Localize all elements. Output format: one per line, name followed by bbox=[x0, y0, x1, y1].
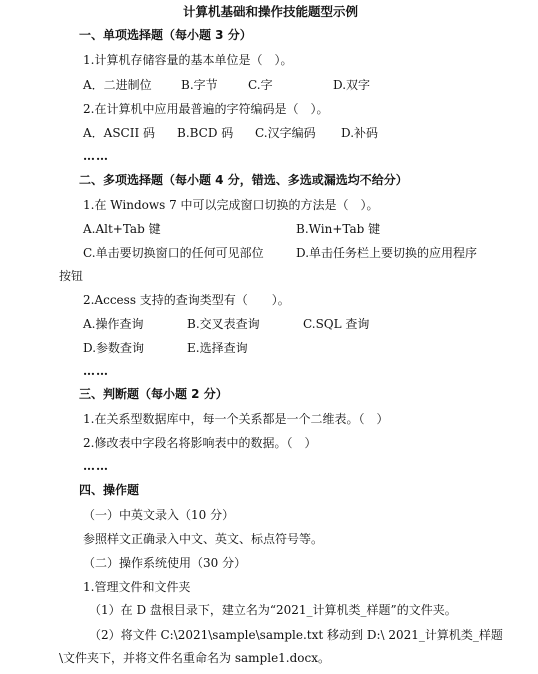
option-a: A.操作查询 bbox=[83, 317, 144, 331]
question-text: 1.计算机存储容量的基本单位是（ ）。 bbox=[83, 53, 293, 67]
option-d: D.双字 bbox=[333, 78, 371, 92]
option-c: C.单击要切换窗口的任何可见部位 bbox=[83, 246, 264, 260]
ellipsis: …… bbox=[83, 364, 109, 378]
ellipsis: …… bbox=[83, 149, 109, 163]
option-a: A.Alt+Tab 键 bbox=[83, 222, 161, 236]
item-heading: 1.管理文件和文件夹 bbox=[83, 580, 191, 594]
task-text: （1）在 D 盘根目录下，建立名为“2021_计算机类_样题”的文件夹。 bbox=[89, 603, 457, 617]
question-text: 1.在 Windows 7 中可以完成窗口切换的方法是（ ）。 bbox=[83, 198, 379, 212]
ellipsis: …… bbox=[83, 459, 109, 473]
subsection-heading: （二）操作系统使用（30 分） bbox=[83, 556, 247, 570]
option-a: A．ASCII 码 bbox=[83, 126, 156, 140]
subsection-heading: （一）中英文录入（10 分） bbox=[83, 508, 235, 522]
option-b: B.BCD 码 bbox=[177, 126, 234, 140]
section-heading-multiple-choice: 二、多项选择题（每小题 4 分，错选、多选或漏选均不给分） bbox=[79, 173, 408, 187]
section-heading-true-false: 三、判断题（每小题 2 分） bbox=[79, 387, 228, 401]
task-text-continuation: \文件夹下，并将文件名重命名为 sample1.docx。 bbox=[59, 651, 331, 665]
option-d: D.单击任务栏上要切换的应用程序 bbox=[296, 246, 478, 260]
question-text: 2.Access 支持的查询类型有（ ）。 bbox=[83, 293, 290, 307]
section-heading-single-choice: 一、单项选择题（每小题 3 分） bbox=[79, 28, 252, 42]
question-text: 2.修改表中字段名将影响表中的数据。（ ） bbox=[83, 436, 317, 450]
option-d-continuation: 按钮 bbox=[59, 269, 84, 283]
question-text: 2.在计算机中应用最普遍的字符编码是（ ）。 bbox=[83, 102, 329, 116]
paragraph-text: 参照样文正确录入中文、英文、标点符号等。 bbox=[83, 532, 324, 546]
task-text: （2）将文件 C:\2021\sample\sample.txt 移动到 D:\ 2021_计算机类_样题 bbox=[89, 628, 503, 642]
option-c: C.SQL 查询 bbox=[303, 317, 370, 331]
option-c: C.汉字编码 bbox=[255, 126, 316, 140]
option-d: D.补码 bbox=[341, 126, 379, 140]
option-b: B.交叉表查询 bbox=[187, 317, 260, 331]
option-e: E.选择查询 bbox=[187, 341, 248, 355]
option-c: C.字 bbox=[248, 78, 273, 92]
option-b: B.字节 bbox=[181, 78, 218, 92]
question-text: 1.在关系型数据库中，每一个关系都是一个二维表。（ ） bbox=[83, 412, 389, 426]
option-d: D.参数查询 bbox=[83, 341, 145, 355]
option-b: B.Win+Tab 键 bbox=[296, 222, 381, 236]
document-title: 计算机基础和操作技能题型示例 bbox=[183, 4, 359, 19]
option-a: A．二进制位 bbox=[83, 78, 152, 92]
section-heading-operation: 四、操作题 bbox=[79, 483, 140, 497]
